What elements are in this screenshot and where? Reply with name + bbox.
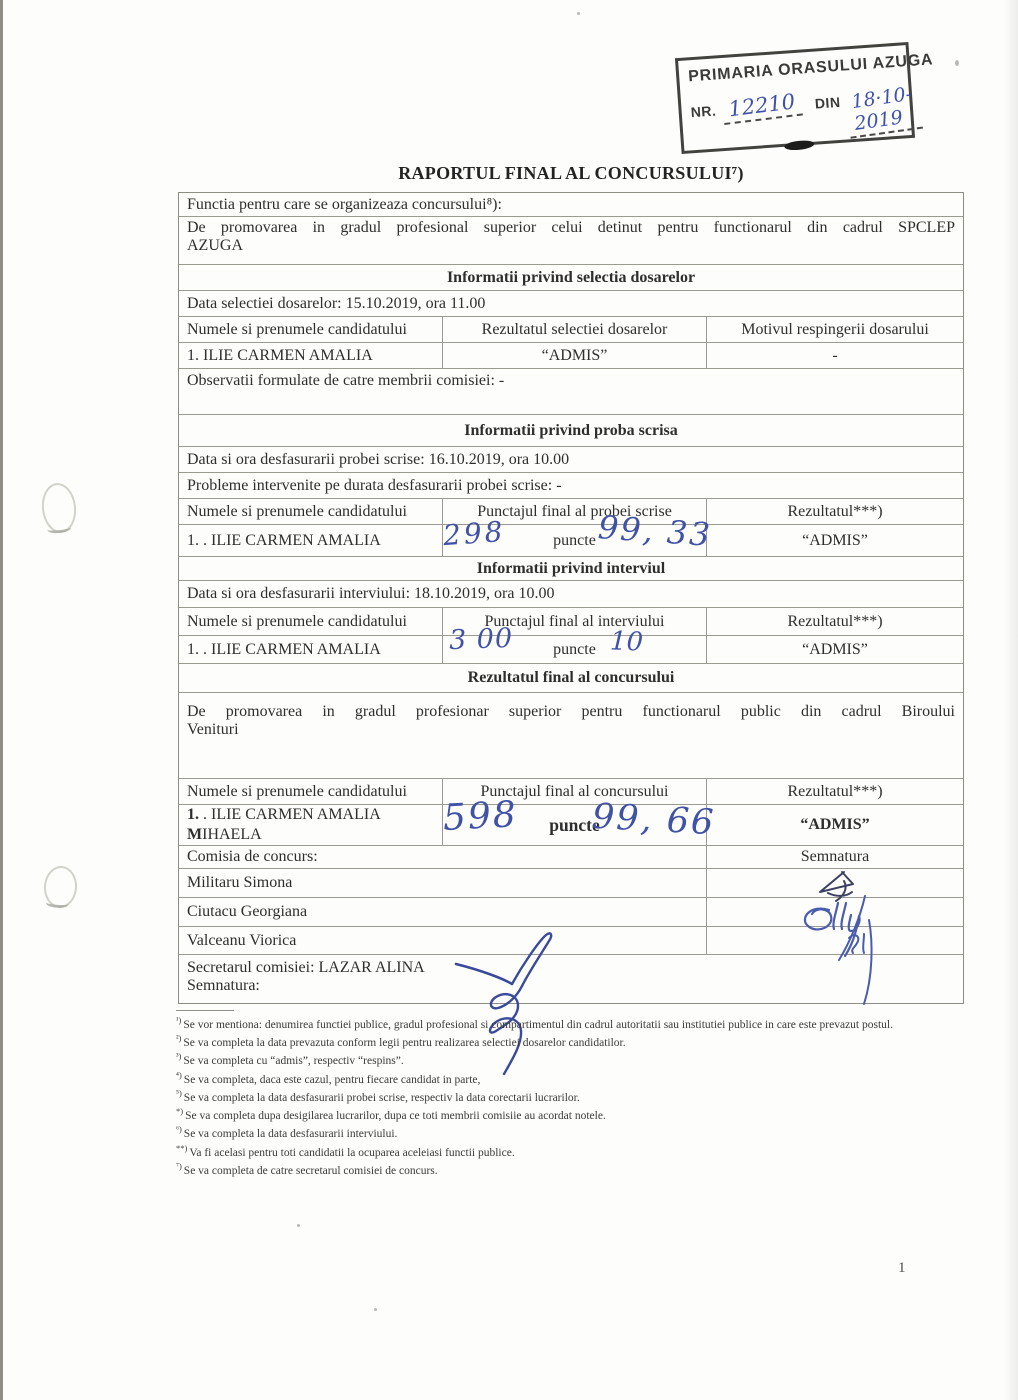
proba-columns-row	[179, 499, 963, 525]
observatii-row: Observatii formulate de catre membrii comisiei: -	[179, 369, 963, 415]
member-name: Ciutacu Georgiana	[187, 903, 308, 920]
footnote-marker: ⁶)	[176, 1124, 182, 1135]
footnote-text: Va fi acelasi pentru toti candidatii la ocuparea aceleiasi functii publice.	[189, 1146, 515, 1159]
handwritten-interviu-points: 3 00	[448, 622, 514, 657]
col-header-result: Rezultatul***)	[706, 779, 963, 804]
official-stamp	[675, 42, 934, 154]
footnote-separator	[176, 1010, 234, 1011]
footnote-marker: ⁵)	[176, 1087, 182, 1098]
final-paragraph-row	[179, 693, 963, 779]
footnote	[176, 1033, 978, 1051]
candidate-name: 1. ILIE CARMEN AMALIA	[187, 346, 373, 364]
footnote-text: Se va completa la data prevazuta conform legii pentru realizarea selectiei dosarelor candidatilor.	[183, 1037, 626, 1050]
footnote-text: Se va completa la data desfasurarii probei scrise, respectiv la data corectarii lucrarilor.	[183, 1091, 580, 1104]
final-columns-row	[179, 779, 963, 805]
stamp-din-value: 18·10-2019	[844, 82, 923, 139]
scan-speck	[577, 12, 580, 15]
footnote	[176, 1070, 978, 1088]
interviu-columns-row	[179, 608, 963, 636]
footnote-marker: ²)	[176, 1033, 182, 1044]
footnotes	[176, 1010, 978, 1179]
footnote-text: Se va completa cu “admis”, respectiv “respins”.	[183, 1055, 404, 1068]
col-header-name: Numele si prenumele candidatului	[187, 782, 407, 800]
punch-hole-bottom	[43, 865, 79, 909]
col-header-points: Punctajul final al probei scrise	[442, 499, 706, 524]
functia-value-line2: AZUGA	[187, 237, 243, 254]
col-header-result: Rezultatul selectiei dosarelor	[442, 317, 706, 342]
final-puncte-label: puncte	[442, 805, 706, 845]
selectia-date-row: Data selectiei dosarelor: 15.10.2019, ora 11.00	[179, 291, 963, 317]
secretar-line: Secretarul comisiei: LAZAR ALINA	[187, 959, 425, 976]
interviu-result: “ADMIS”	[706, 636, 963, 663]
semnatura-header: Semnatura	[706, 846, 963, 868]
footnote	[176, 1051, 978, 1069]
col-header-motiv: Motivul respingerii dosarului	[706, 317, 963, 342]
proba-puncte-label: puncte	[442, 525, 706, 556]
section-interviu-header: Informatii privind interviul	[179, 557, 963, 581]
footnote-text: Se va completa dupa desigilarea lucrarilor, dupa ce toti membrii comisiie au acordat notele.	[185, 1110, 606, 1122]
stamp-ink-blob	[784, 139, 815, 151]
footnote	[176, 1015, 978, 1033]
selectia-data-row	[179, 343, 963, 369]
candidate-name	[179, 805, 442, 845]
footnote-text: Se va completa de catre secretarul comisiei de concurs.	[183, 1164, 438, 1177]
section-proba-header: Informatii privind proba scrisa	[179, 415, 963, 447]
footnote-marker: **)	[176, 1142, 188, 1153]
footnote	[176, 1088, 978, 1106]
footnote-marker: ¹)	[176, 1015, 182, 1025]
proba-data-row	[179, 525, 963, 557]
handwritten-final-score: 99, 66	[591, 796, 717, 844]
final-paragraph-line1: De promovarea in gradul profesionar superior pentru functionarul public din cadrul Biroului	[187, 703, 955, 720]
stamp-nr-value: 12210	[721, 89, 803, 125]
footnote-marker: *)	[176, 1106, 184, 1117]
selectia-motiv: -	[706, 343, 963, 368]
functia-value-row	[179, 217, 963, 265]
candidate-name-line2: MIHAELA	[187, 826, 262, 843]
col-header-points: Punctajul final al interviului	[442, 608, 706, 635]
member-name: Militaru Simona	[187, 874, 293, 891]
comisia-member-row	[179, 898, 963, 927]
handwritten-final-points: 598	[441, 794, 519, 839]
secretar-semnatura-label: Semnatura:	[187, 977, 260, 994]
comisia-member-row	[179, 927, 963, 955]
handwritten-interviu-score: 10	[609, 626, 644, 658]
final-result: “ADMIS”	[706, 805, 963, 845]
footnote-marker: ³)	[176, 1051, 182, 1062]
col-header-result: Rezultatul***)	[706, 499, 963, 524]
selectia-result: “ADMIS”	[442, 343, 706, 368]
section-final-header: Rezultatul final al concursului	[179, 664, 963, 693]
selectia-columns-row	[179, 317, 963, 343]
comisia-member-row	[179, 869, 963, 898]
stamp-nr-label: NR.	[690, 102, 717, 121]
final-data-row	[179, 805, 963, 846]
page-number: 1	[898, 1260, 906, 1276]
report-title: RAPORTUL FINAL AL CONCURSULUI⁷)	[398, 163, 744, 183]
secretar-row	[179, 955, 963, 1003]
col-header-name: Numele si prenumele candidatului	[187, 320, 407, 338]
footnote	[176, 1143, 978, 1161]
handwritten-proba-points: 298	[441, 514, 507, 553]
footnote-text: Se va completa la data desfasurarii interviului.	[183, 1128, 398, 1141]
interviu-data-row	[179, 636, 963, 664]
col-header-result: Rezultatul***)	[706, 608, 963, 635]
member-signature-cell	[706, 898, 963, 926]
candidate-name-line1: 1. . ILIE CARMEN AMALIA	[187, 806, 381, 823]
report-table	[178, 192, 964, 1004]
stamp-org-name: PRIMARIA ORASULUI AZUGA	[687, 51, 934, 86]
col-header-points: Punctajul final al concursului	[442, 779, 706, 804]
handwritten-proba-score: 99, 33	[596, 508, 713, 554]
footnote	[176, 1124, 978, 1142]
scan-speck	[955, 60, 959, 66]
stamp-din-label: DIN	[814, 93, 841, 112]
proba-probleme-row: Probleme intervenite pe durata desfasurarii probei scrise: -	[179, 473, 963, 499]
member-signature-cell	[706, 869, 963, 897]
scan-speck	[297, 1224, 300, 1227]
footnote-text: Se va completa, daca este cazul, pentru fiecare candidat in parte,	[183, 1073, 481, 1086]
proba-result: “ADMIS”	[706, 525, 963, 556]
punch-hole-top	[39, 481, 78, 534]
footnote	[176, 1106, 978, 1124]
scan-speck	[374, 1308, 377, 1311]
scan-shadow-right	[1004, 0, 1018, 1400]
member-name: Valceanu Viorica	[187, 931, 297, 949]
proba-date-row: Data si ora desfasurarii probei scrise: 16.10.2019, ora 10.00	[179, 447, 963, 473]
candidate-name: 1. . ILIE CARMEN AMALIA	[187, 531, 381, 549]
footnote-text: Se vor mentiona: denumirea functiei publice, gradul profesional si compartimentul din cadrul autoritatii sau institutiei publice in care este prevazut postul.	[183, 1018, 893, 1031]
footnote	[176, 1161, 978, 1179]
comisia-header-row	[179, 846, 963, 869]
footnote-marker: ⁷)	[176, 1160, 182, 1171]
section-selectia-header: Informatii privind selectia dosarelor	[179, 265, 963, 291]
functia-value-line1: De promovarea in gradul profesional superior celui detinut pentru functionarul din cadrul SPCLEP	[187, 219, 955, 236]
interviu-date-row: Data si ora desfasurarii interviului: 18.10.2019, ora 10.00	[179, 581, 963, 608]
member-signature-cell	[706, 927, 963, 954]
scan-edge-artifact	[0, 0, 3, 1400]
comisia-label: Comisia de concurs:	[187, 848, 318, 865]
functia-label-row: Functia pentru care se organizeaza concursului⁸):	[179, 193, 963, 217]
final-paragraph-line2: Venituri	[187, 721, 239, 738]
candidate-name: 1. . ILIE CARMEN AMALIA	[187, 640, 381, 658]
col-header-name: Numele si prenumele candidatului	[187, 502, 407, 520]
interviu-puncte-label: puncte	[442, 636, 706, 663]
col-header-name: Numele si prenumele candidatului	[187, 612, 407, 630]
footnote-marker: ⁴)	[176, 1069, 182, 1080]
